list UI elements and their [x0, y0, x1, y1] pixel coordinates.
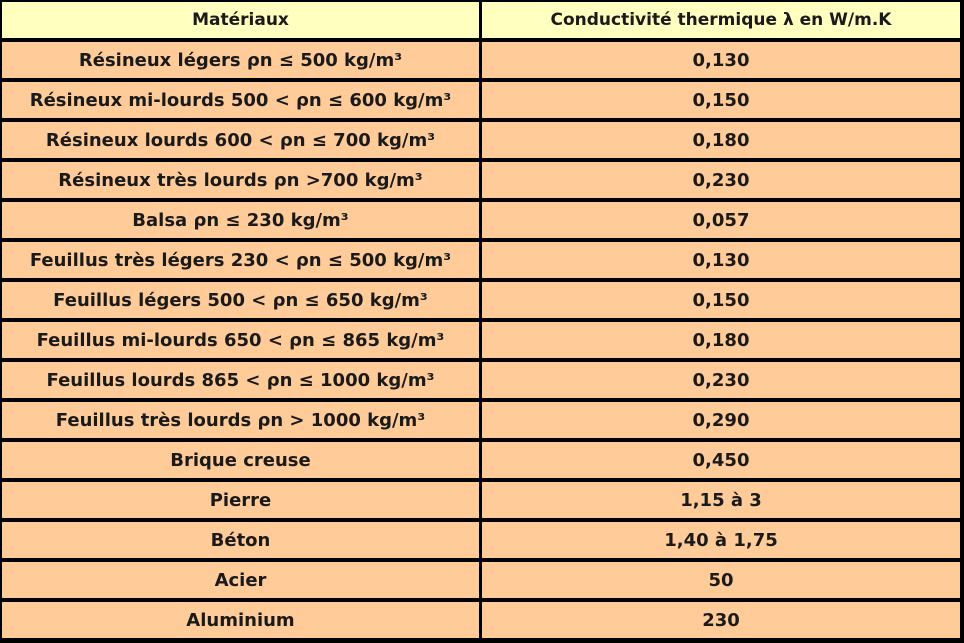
value-cell: 0,230	[482, 362, 960, 398]
table-row	[0, 440, 964, 480]
table-row	[0, 320, 964, 360]
material-cell: Feuillus très légers 230 < ρn ≤ 500 kg/m³	[2, 242, 479, 278]
material-cell: Feuillus légers 500 < ρn ≤ 650 kg/m³	[2, 282, 479, 318]
table-row	[0, 240, 964, 280]
material-cell: Feuillus lourds 865 < ρn ≤ 1000 kg/m³	[2, 362, 479, 398]
value-cell: 1,40 à 1,75	[482, 522, 960, 558]
value-cell: 1,15 à 3	[482, 482, 960, 518]
value-cell: 0,150	[482, 282, 960, 318]
table-row	[0, 160, 964, 200]
table-row	[0, 400, 964, 440]
value-cell: 0,130	[482, 42, 960, 78]
table-row	[0, 200, 964, 240]
value-cell: 0,150	[482, 82, 960, 118]
material-cell: Résineux lourds 600 < ρn ≤ 700 kg/m³	[2, 122, 479, 158]
table-row	[0, 560, 964, 600]
value-cell: 0,180	[482, 322, 960, 358]
table-row	[0, 480, 964, 520]
material-cell: Feuillus très lourds ρn > 1000 kg/m³	[2, 402, 479, 438]
material-cell: Pierre	[2, 482, 479, 518]
material-cell: Acier	[2, 562, 479, 598]
material-cell: Brique creuse	[2, 442, 479, 478]
value-cell: 0,290	[482, 402, 960, 438]
material-cell: Balsa ρn ≤ 230 kg/m³	[2, 202, 479, 238]
value-cell: 50	[482, 562, 960, 598]
table-row	[0, 600, 964, 640]
value-cell: 0,450	[482, 442, 960, 478]
table-header-row	[0, 0, 964, 40]
table-row	[0, 520, 964, 560]
material-cell: Aluminium	[2, 602, 479, 638]
table-row	[0, 280, 964, 320]
value-cell: 0,180	[482, 122, 960, 158]
material-cell: Résineux mi-lourds 500 < ρn ≤ 600 kg/m³	[2, 82, 479, 118]
header-materials: Matériaux	[2, 2, 479, 38]
material-cell: Feuillus mi-lourds 650 < ρn ≤ 865 kg/m³	[2, 322, 479, 358]
table-row	[0, 360, 964, 400]
material-cell: Résineux légers ρn ≤ 500 kg/m³	[2, 42, 479, 78]
value-cell: 0,130	[482, 242, 960, 278]
table-row	[0, 40, 964, 80]
value-cell: 0,230	[482, 162, 960, 198]
value-cell: 0,057	[482, 202, 960, 238]
table-row	[0, 80, 964, 120]
table-row	[0, 120, 964, 160]
value-cell: 230	[482, 602, 960, 638]
material-cell: Béton	[2, 522, 479, 558]
material-cell: Résineux très lourds ρn >700 kg/m³	[2, 162, 479, 198]
header-conductivity: Conductivité thermique λ en W/m.K	[482, 2, 960, 38]
